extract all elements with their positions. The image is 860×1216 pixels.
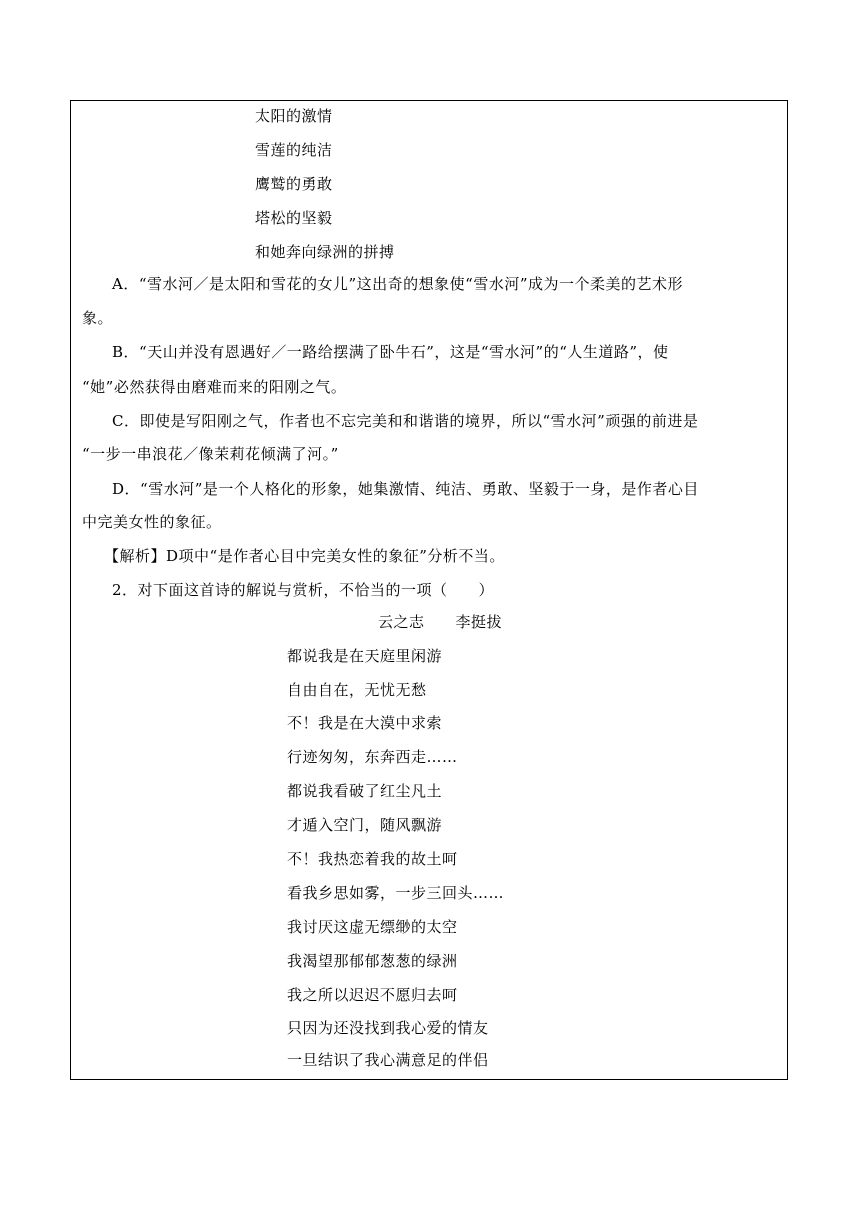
poem-line: 行迹匆匆，东奔西走……	[287, 748, 458, 766]
poem-line: 雪莲的纯洁	[255, 141, 333, 159]
option-c-line1: C．即使是写阳刚之气，作者也不忘完美和和谐谐的境界，所以“雪水河”顽强的前进是	[112, 412, 699, 430]
option-b-line1: B．“天山并没有恩遇好／一路给摆满了卧牛石”，这是“雪水河”的“人生道路”，使	[112, 343, 669, 361]
poem-line: 一旦结识了我心满意足的伴侣	[287, 1051, 489, 1069]
option-d-line1: D．“雪水河”是一个人格化的形象，她集激情、纯洁、勇敢、坚毅于一身，是作者心目	[112, 480, 699, 498]
analysis-text: 【解析】D项中“是作者心目中完美女性的象征”分析不当。	[104, 547, 505, 565]
poem-line: 自由自在，无忧无愁	[287, 681, 427, 699]
option-a-line2: 象。	[82, 309, 114, 327]
poem-line: 才遁入空门，随风飘游	[287, 816, 443, 834]
poem-line: 只因为还没找到我心爱的情友	[287, 1019, 489, 1037]
question-2: 2．对下面这首诗的解说与赏析，不恰当的一项（ ）	[112, 581, 495, 599]
option-a-line1: A．“雪水河／是太阳和雪花的女儿”这出奇的想象使“雪水河”成为一个柔美的艺术形	[112, 275, 684, 293]
poem-title: 云之志 李挺拔	[378, 613, 503, 631]
poem-line: 塔松的坚毅	[255, 209, 333, 227]
poem-line: 看我乡思如雾，一步三回头……	[287, 884, 505, 902]
option-b-line2: “她”必然获得由磨难而来的阳刚之气。	[82, 378, 347, 396]
poem-line: 我讨厌这虚无缥缈的太空	[287, 918, 458, 936]
poem-line: 都说我看破了红尘凡土	[287, 782, 443, 800]
poem-line: 都说我是在天庭里闲游	[287, 647, 443, 665]
poem-line: 不！我热恋着我的故土呵	[287, 850, 458, 868]
option-c-line2: “一步一串浪花／像茉莉花倾满了河。”	[82, 445, 339, 463]
poem-line: 不！我是在大漠中求索	[287, 714, 443, 732]
poem-line: 鹰鹫的勇敢	[255, 175, 333, 193]
poem-line: 和她奔向绿洲的拼搏	[255, 243, 395, 261]
poem-line: 太阳的激情	[255, 107, 333, 125]
option-d-line2: 中完美女性的象征。	[82, 513, 222, 531]
poem-line: 我渴望那郁郁葱葱的绿洲	[287, 952, 458, 970]
poem-line: 我之所以迟迟不愿归去呵	[287, 986, 458, 1004]
